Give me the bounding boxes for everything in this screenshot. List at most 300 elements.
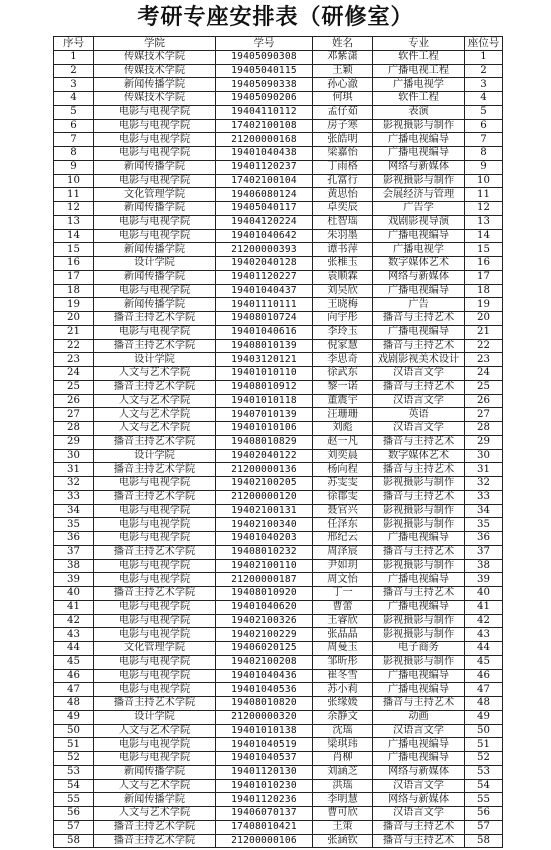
cell-school: 电影与电视学院 [94, 133, 216, 147]
cell-school: 新闻传播学院 [94, 270, 216, 284]
cell-student-id: 19408010820 [216, 697, 313, 711]
cell-student-id: 19402040122 [216, 449, 313, 463]
cell-major: 动画 [373, 710, 465, 724]
cell-seat: 35 [465, 518, 503, 532]
cell-seat: 4 [465, 92, 503, 106]
cell-student-id: 19401010230 [216, 779, 313, 793]
table-row [54, 78, 503, 92]
cell-index: 14 [54, 229, 94, 243]
cell-student-id: 19401010118 [216, 394, 313, 408]
table-row [54, 202, 503, 216]
cell-school: 电影与电视学院 [94, 504, 216, 518]
cell-index: 8 [54, 147, 94, 161]
cell-major: 播音与主持艺术 [373, 834, 465, 848]
table-row [54, 642, 503, 656]
table-row [54, 449, 503, 463]
cell-major: 广播电视编导 [373, 600, 465, 614]
cell-major: 软件工程 [373, 92, 465, 106]
cell-index: 31 [54, 463, 94, 477]
cell-index: 3 [54, 78, 94, 92]
cell-name: 徐郡雯 [313, 490, 373, 504]
cell-seat: 51 [465, 738, 503, 752]
table-row [54, 738, 503, 752]
cell-index: 53 [54, 765, 94, 779]
cell-index: 18 [54, 284, 94, 298]
cell-name: 孔富行 [313, 174, 373, 188]
cell-major: 影视摄影与制作 [373, 559, 465, 573]
cell-major: 广播电视编导 [373, 325, 465, 339]
header-seat: 座位号 [465, 37, 503, 51]
cell-index: 27 [54, 408, 94, 422]
cell-school: 播音主持艺术学院 [94, 463, 216, 477]
cell-name: 张缘媛 [313, 697, 373, 711]
table-row [54, 463, 503, 477]
cell-name: 黎一诺 [313, 380, 373, 394]
cell-student-id: 19405090308 [216, 50, 313, 64]
cell-name: 周曼玉 [313, 642, 373, 656]
cell-seat: 5 [465, 105, 503, 119]
cell-school: 人文与艺术学院 [94, 724, 216, 738]
cell-name: 肖柳 [313, 752, 373, 766]
cell-index: 50 [54, 724, 94, 738]
table-row [54, 105, 503, 119]
cell-seat: 42 [465, 614, 503, 628]
table-row [54, 174, 503, 188]
table-row [54, 380, 503, 394]
cell-school: 传媒技术学院 [94, 92, 216, 106]
cell-major: 广播电视学 [373, 243, 465, 257]
cell-student-id: 19402100110 [216, 559, 313, 573]
cell-name: 袁顺霖 [313, 270, 373, 284]
cell-school: 播音主持艺术学院 [94, 380, 216, 394]
cell-name: 曹蕾 [313, 600, 373, 614]
cell-name: 李玲玉 [313, 325, 373, 339]
cell-major: 影视摄影与制作 [373, 518, 465, 532]
cell-name: 刘奕晨 [313, 449, 373, 463]
cell-school: 播音主持艺术学院 [94, 339, 216, 353]
table-row [54, 353, 503, 367]
cell-name: 刘昊欣 [313, 284, 373, 298]
cell-seat: 33 [465, 490, 503, 504]
cell-seat: 58 [465, 834, 503, 848]
cell-major: 影视摄影与制作 [373, 504, 465, 518]
cell-seat: 48 [465, 697, 503, 711]
table-row [54, 325, 503, 339]
cell-student-id: 19406080124 [216, 188, 313, 202]
cell-major: 广播电视编导 [373, 738, 465, 752]
table-row [54, 834, 503, 848]
cell-name: 何琪 [313, 92, 373, 106]
cell-school: 电影与电视学院 [94, 573, 216, 587]
table-row [54, 92, 503, 106]
cell-seat: 3 [465, 78, 503, 92]
cell-index: 6 [54, 119, 94, 133]
cell-major: 影视摄影与制作 [373, 174, 465, 188]
cell-student-id: 19402100229 [216, 628, 313, 642]
cell-school: 电影与电视学院 [94, 477, 216, 491]
cell-index: 39 [54, 573, 94, 587]
cell-major: 播音与主持艺术 [373, 435, 465, 449]
cell-student-id: 17402100108 [216, 119, 313, 133]
cell-name: 任泽东 [313, 518, 373, 532]
cell-index: 7 [54, 133, 94, 147]
cell-student-id: 19406020125 [216, 642, 313, 656]
cell-seat: 46 [465, 669, 503, 683]
cell-index: 38 [54, 559, 94, 573]
cell-major: 汉语言文学 [373, 394, 465, 408]
cell-school: 播音主持艺术学院 [94, 435, 216, 449]
cell-name: 丁雨格 [313, 160, 373, 174]
cell-index: 45 [54, 655, 94, 669]
cell-seat: 27 [465, 408, 503, 422]
table-row [54, 367, 503, 381]
cell-student-id: 19401010138 [216, 724, 313, 738]
cell-index: 35 [54, 518, 94, 532]
cell-major: 播音与主持艺术 [373, 820, 465, 834]
cell-student-id: 19402040128 [216, 257, 313, 271]
cell-student-id: 17408010421 [216, 820, 313, 834]
table-row [54, 490, 503, 504]
cell-school: 播音主持艺术学院 [94, 312, 216, 326]
cell-seat: 10 [465, 174, 503, 188]
cell-seat: 20 [465, 312, 503, 326]
cell-school: 文化管理学院 [94, 188, 216, 202]
cell-student-id: 17402100104 [216, 174, 313, 188]
cell-index: 46 [54, 669, 94, 683]
header-name: 姓名 [313, 37, 373, 51]
cell-major: 播音与主持艺术 [373, 490, 465, 504]
cell-seat: 49 [465, 710, 503, 724]
cell-school: 播音主持艺术学院 [94, 697, 216, 711]
cell-student-id: 21200000120 [216, 490, 313, 504]
table-row [54, 545, 503, 559]
cell-school: 电影与电视学院 [94, 532, 216, 546]
cell-student-id: 19404110112 [216, 105, 313, 119]
cell-seat: 37 [465, 545, 503, 559]
cell-student-id: 21200000187 [216, 573, 313, 587]
cell-seat: 22 [465, 339, 503, 353]
cell-name: 崔冬雪 [313, 669, 373, 683]
cell-seat: 26 [465, 394, 503, 408]
cell-index: 26 [54, 394, 94, 408]
cell-name: 周泽宸 [313, 545, 373, 559]
cell-seat: 17 [465, 270, 503, 284]
cell-seat: 24 [465, 367, 503, 381]
cell-index: 36 [54, 532, 94, 546]
cell-name: 张皓明 [313, 133, 373, 147]
cell-name: 向宇彤 [313, 312, 373, 326]
cell-seat: 40 [465, 587, 503, 601]
table-row [54, 188, 503, 202]
table-row [54, 820, 503, 834]
table-row [54, 229, 503, 243]
cell-seat: 41 [465, 600, 503, 614]
cell-student-id: 19405090206 [216, 92, 313, 106]
cell-index: 17 [54, 270, 94, 284]
cell-index: 10 [54, 174, 94, 188]
cell-name: 周文怡 [313, 573, 373, 587]
cell-major: 播音与主持艺术 [373, 339, 465, 353]
cell-school: 电影与电视学院 [94, 147, 216, 161]
table-row [54, 50, 503, 64]
cell-major: 播音与主持艺术 [373, 380, 465, 394]
cell-seat: 21 [465, 325, 503, 339]
cell-name: 洪瑶 [313, 779, 373, 793]
cell-seat: 11 [465, 188, 503, 202]
cell-name: 李思奇 [313, 353, 373, 367]
table-row [54, 559, 503, 573]
cell-student-id: 21200000393 [216, 243, 313, 257]
cell-index: 4 [54, 92, 94, 106]
table-row [54, 477, 503, 491]
cell-name: 卓奕辰 [313, 202, 373, 216]
cell-school: 文化管理学院 [94, 642, 216, 656]
cell-student-id: 19408010920 [216, 587, 313, 601]
cell-major: 汉语言文学 [373, 367, 465, 381]
cell-major: 戏剧影视导演 [373, 215, 465, 229]
cell-school: 电影与电视学院 [94, 683, 216, 697]
table-row [54, 394, 503, 408]
cell-student-id: 19401040537 [216, 752, 313, 766]
header-index: 序号 [54, 37, 94, 51]
cell-name: 倪家慧 [313, 339, 373, 353]
cell-student-id: 21200000168 [216, 133, 313, 147]
table-row [54, 710, 503, 724]
cell-school: 人文与艺术学院 [94, 408, 216, 422]
table-row [54, 697, 503, 711]
cell-seat: 32 [465, 477, 503, 491]
cell-index: 42 [54, 614, 94, 628]
cell-name: 张涵钦 [313, 834, 373, 848]
cell-name: 丁一 [313, 587, 373, 601]
cell-index: 5 [54, 105, 94, 119]
cell-index: 56 [54, 807, 94, 821]
cell-major: 播音与主持艺术 [373, 697, 465, 711]
cell-student-id: 21200000136 [216, 463, 313, 477]
table-row [54, 600, 503, 614]
cell-seat: 7 [465, 133, 503, 147]
cell-index: 48 [54, 697, 94, 711]
cell-major: 数字媒体艺术 [373, 257, 465, 271]
table-row [54, 435, 503, 449]
cell-name: 苏雯雯 [313, 477, 373, 491]
cell-index: 15 [54, 243, 94, 257]
cell-index: 16 [54, 257, 94, 271]
cell-student-id: 19408010829 [216, 435, 313, 449]
cell-name: 黄思怡 [313, 188, 373, 202]
cell-student-id: 19401120237 [216, 160, 313, 174]
cell-student-id: 19401010106 [216, 422, 313, 436]
cell-major: 网络与新媒体 [373, 160, 465, 174]
cell-seat: 38 [465, 559, 503, 573]
table-row [54, 724, 503, 738]
seat-arrangement-table [53, 36, 503, 848]
cell-school: 传媒技术学院 [94, 64, 216, 78]
cell-major: 网络与新媒体 [373, 765, 465, 779]
cell-index: 58 [54, 834, 94, 848]
cell-major: 汉语言文学 [373, 779, 465, 793]
cell-school: 电影与电视学院 [94, 518, 216, 532]
cell-student-id: 19401040536 [216, 683, 313, 697]
cell-name: 徐武东 [313, 367, 373, 381]
table-row [54, 243, 503, 257]
cell-index: 29 [54, 435, 94, 449]
cell-index: 12 [54, 202, 94, 216]
cell-index: 23 [54, 353, 94, 367]
cell-index: 57 [54, 820, 94, 834]
table-row [54, 518, 503, 532]
cell-name: 赵一凡 [313, 435, 373, 449]
cell-student-id: 19401120130 [216, 765, 313, 779]
cell-name: 邢纪云 [313, 532, 373, 546]
cell-school: 电影与电视学院 [94, 614, 216, 628]
table-row [54, 587, 503, 601]
cell-school: 播音主持艺术学院 [94, 587, 216, 601]
cell-major: 影视摄影与制作 [373, 655, 465, 669]
cell-major: 广播电视编导 [373, 229, 465, 243]
cell-index: 2 [54, 64, 94, 78]
cell-index: 51 [54, 738, 94, 752]
cell-name: 谭书萍 [313, 243, 373, 257]
cell-school: 设计学院 [94, 353, 216, 367]
cell-name: 余静文 [313, 710, 373, 724]
cell-student-id: 19408010912 [216, 380, 313, 394]
cell-school: 电影与电视学院 [94, 174, 216, 188]
table-row [54, 408, 503, 422]
cell-major: 软件工程 [373, 50, 465, 64]
cell-name: 尹如玥 [313, 559, 373, 573]
table-row [54, 655, 503, 669]
cell-seat: 18 [465, 284, 503, 298]
table-row [54, 339, 503, 353]
cell-index: 20 [54, 312, 94, 326]
cell-index: 49 [54, 710, 94, 724]
cell-student-id: 19401040203 [216, 532, 313, 546]
cell-school: 设计学院 [94, 257, 216, 271]
cell-school: 新闻传播学院 [94, 160, 216, 174]
cell-name: 王晓梅 [313, 298, 373, 312]
cell-student-id: 19402100340 [216, 518, 313, 532]
table-row [54, 215, 503, 229]
cell-school: 电影与电视学院 [94, 559, 216, 573]
table-row [54, 257, 503, 271]
cell-major: 广播电视工程 [373, 64, 465, 78]
cell-seat: 9 [465, 160, 503, 174]
cell-major: 网络与新媒体 [373, 793, 465, 807]
cell-student-id: 19404120224 [216, 215, 313, 229]
cell-index: 37 [54, 545, 94, 559]
table-row [54, 628, 503, 642]
cell-seat: 28 [465, 422, 503, 436]
cell-student-id: 19401110111 [216, 298, 313, 312]
header-row [54, 37, 503, 51]
cell-school: 播音主持艺术学院 [94, 545, 216, 559]
cell-school: 人文与艺术学院 [94, 779, 216, 793]
table-row [54, 532, 503, 546]
cell-school: 播音主持艺术学院 [94, 490, 216, 504]
cell-index: 40 [54, 587, 94, 601]
cell-school: 人文与艺术学院 [94, 422, 216, 436]
cell-major: 广播电视编导 [373, 683, 465, 697]
cell-seat: 2 [465, 64, 503, 78]
cell-name: 邹昕彤 [313, 655, 373, 669]
cell-name: 杜智瑶 [313, 215, 373, 229]
cell-name: 聂官兴 [313, 504, 373, 518]
cell-student-id: 19402100208 [216, 655, 313, 669]
cell-school: 新闻传播学院 [94, 202, 216, 216]
cell-name: 梁琪玮 [313, 738, 373, 752]
table-row [54, 422, 503, 436]
header-student-id: 学号 [216, 37, 313, 51]
cell-major: 播音与主持艺术 [373, 312, 465, 326]
cell-school: 新闻传播学院 [94, 765, 216, 779]
cell-seat: 15 [465, 243, 503, 257]
cell-index: 55 [54, 793, 94, 807]
cell-school: 人文与艺术学院 [94, 807, 216, 821]
cell-name: 梁嘉怡 [313, 147, 373, 161]
cell-major: 广播电视编导 [373, 752, 465, 766]
cell-student-id: 19402100205 [216, 477, 313, 491]
cell-name: 房子寒 [313, 119, 373, 133]
cell-index: 21 [54, 325, 94, 339]
cell-major: 广播电视学 [373, 78, 465, 92]
cell-name: 张稚玉 [313, 257, 373, 271]
cell-school: 电影与电视学院 [94, 119, 216, 133]
cell-school: 电影与电视学院 [94, 229, 216, 243]
cell-seat: 23 [465, 353, 503, 367]
cell-major: 广播电视编导 [373, 573, 465, 587]
cell-student-id: 19401040519 [216, 738, 313, 752]
header-major: 专业 [373, 37, 465, 51]
cell-major: 影视摄影与制作 [373, 614, 465, 628]
cell-student-id: 19405040117 [216, 202, 313, 216]
cell-name: 朱羽墨 [313, 229, 373, 243]
cell-major: 电子商务 [373, 642, 465, 656]
cell-seat: 16 [465, 257, 503, 271]
cell-seat: 34 [465, 504, 503, 518]
cell-name: 王颖 [313, 64, 373, 78]
cell-major: 广告 [373, 298, 465, 312]
cell-major: 影视摄影与制作 [373, 119, 465, 133]
table-row [54, 147, 503, 161]
cell-major: 影视摄影与制作 [373, 628, 465, 642]
cell-student-id: 19401010110 [216, 367, 313, 381]
cell-major: 网络与新媒体 [373, 270, 465, 284]
table-row [54, 160, 503, 174]
cell-name: 王策 [313, 820, 373, 834]
table-row [54, 133, 503, 147]
cell-student-id: 19401040438 [216, 147, 313, 161]
cell-seat: 29 [465, 435, 503, 449]
cell-student-id: 19401040620 [216, 600, 313, 614]
cell-index: 43 [54, 628, 94, 642]
cell-major: 广播电视编导 [373, 133, 465, 147]
cell-student-id: 19402100131 [216, 504, 313, 518]
cell-name: 杨向程 [313, 463, 373, 477]
cell-name: 张晶晶 [313, 628, 373, 642]
cell-name: 李明慧 [313, 793, 373, 807]
cell-index: 34 [54, 504, 94, 518]
cell-school: 人文与艺术学院 [94, 367, 216, 381]
cell-student-id: 19401040437 [216, 284, 313, 298]
cell-seat: 36 [465, 532, 503, 546]
table-row [54, 669, 503, 683]
cell-school: 新闻传播学院 [94, 243, 216, 257]
header-school: 学院 [94, 37, 216, 51]
cell-name: 孙心澈 [313, 78, 373, 92]
table-row [54, 779, 503, 793]
cell-major: 广播电视编导 [373, 147, 465, 161]
